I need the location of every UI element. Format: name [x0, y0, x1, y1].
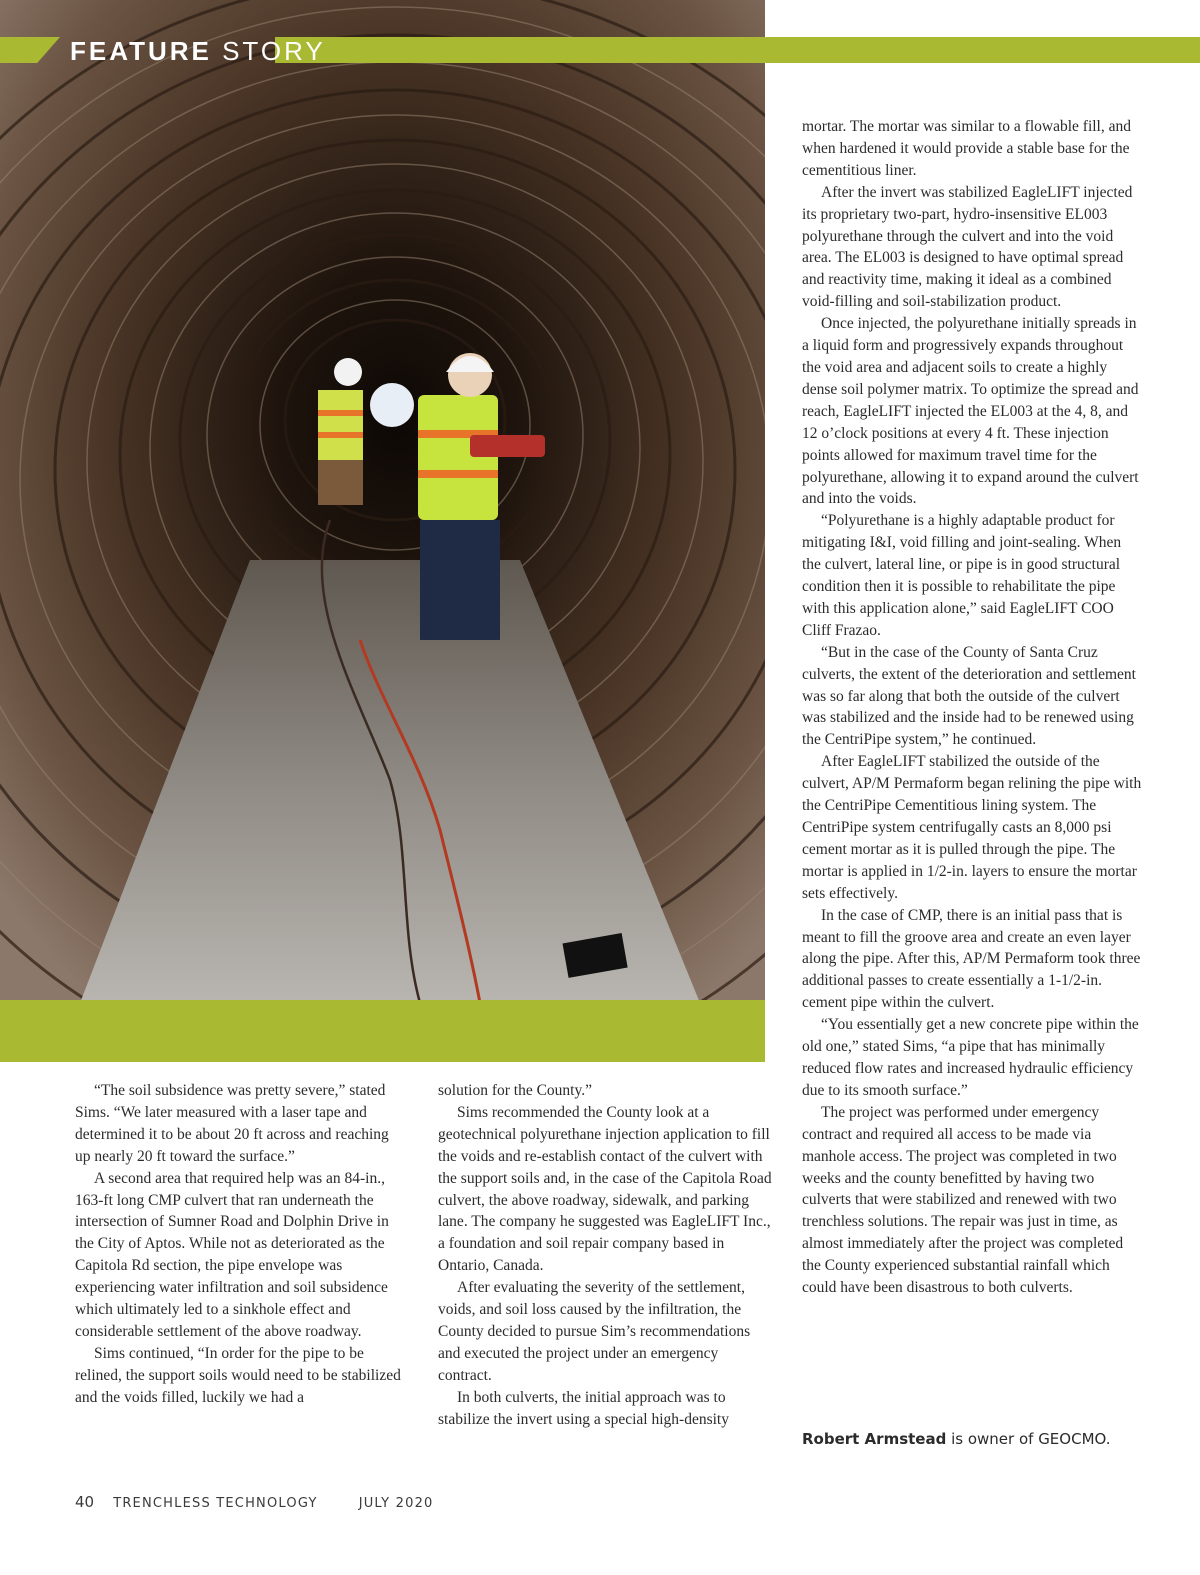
paragraph: “But in the case of the County of Santa Cruz culverts, the extent of the deterioration and settlement was so far along that both the outside of the culvert was stabilized and the inside had to be renewed using the CentriPipe system,” he continued.	[802, 643, 1136, 749]
section-label	[70, 35, 326, 67]
paragraph: In the case of CMP, there is an initial pass that is meant to fill the groove area and create an even layer along the pipe. After this, AP/M Permaform took three additional passes to create essentially a 1-1/2-in. cement pipe within the culvert.	[802, 906, 1141, 1012]
page-number: 40	[75, 1493, 95, 1511]
author-bio-text: is owner of GEOCMO.	[946, 1430, 1111, 1448]
paragraph: Sims recommended the County look at a geotechnical polyurethane injection application to fill the voids and re-establish contact of the culvert with the support soils and, in the case of the Capitola Road culvert, the above roadway, sidewalk, and parking lane. The company he suggested was EagleLIFT Inc., a foundation and soil repair company based in Ontario, Canada.	[438, 1103, 772, 1275]
paragraph: A second area that required help was an 84-in., 163-ft long CMP culvert that ran underneath the intersection of Sumner Road and Dolphin Drive in the City of Aptos. While not as deteriorated as the Capitola Rd section, the pipe envelope was experiencing water infiltration and soil subsidence which ultimately led to a sinkhole effect and considerable settlement of the above roadway.	[75, 1169, 389, 1340]
paragraph: “You essentially get a new concrete pipe within the old one,” stated Sims, “a pipe that has minimally reduced flow rates and increased hydraulic efficiency due to its smooth surface.”	[802, 1016, 1139, 1099]
author-bio	[802, 1430, 1182, 1448]
paragraph: Once injected, the polyurethane initially spreads in a liquid form and progressively expands throughout the void area and adjacent soils to create a highly dense soil polymer matrix. To optimize the spread and reach, EagleLIFT injected the EL003 at the 4, 8, and 12 o’clock positions at every 4 ft. These injection points allowed for maximum travel time for the polyurethane, allowing it to expand around the culvert and into the voids.	[802, 315, 1139, 508]
paragraph: “Polyurethane is a highly adaptable product for mitigating I&I, void filling and joint-sealing. When the culvert, lateral line, or pipe is in good structural condition then it is possible to rehabilitate the pipe with this application alone,” said EagleLIFT COO Cliff Frazao.	[802, 512, 1122, 639]
culvert-photo	[0, 0, 765, 1003]
caption-band	[0, 1000, 765, 1062]
page-footer	[75, 1492, 434, 1511]
paragraph: After EagleLIFT stabilized the outside of the culvert, AP/M Permaform began relining the pipe with the CentriPipe Cementitious lining system. The CentriPipe system centrifugally casts an 8,000 psi cement mortar as it is pulled through the pipe. The mortar is applied in 1/2-in. layers to ensure the mortar sets effectively.	[802, 753, 1142, 902]
paragraph: In both culverts, the initial approach was to stabilize the invert using a special high-density	[438, 1388, 729, 1428]
article-column-3	[802, 116, 1142, 1299]
section-label-light: STORY	[222, 36, 326, 66]
paragraph: Sims continued, “In order for the pipe to be relined, the support soils would need to be stabilized and the voids filled, luckily we had a	[75, 1344, 401, 1406]
article-column-1	[75, 1080, 405, 1409]
magazine-name: TRENCHLESS TECHNOLOGY	[113, 1496, 318, 1511]
paragraph: After evaluating the severity of the settlement, voids, and soil loss caused by the infiltration, the County decided to pursue Sim’s recommendations and executed the project under an emergency contract.	[438, 1279, 751, 1384]
culvert-workers-photo-icon	[0, 0, 765, 1003]
paragraph: mortar. The mortar was similar to a flowable fill, and when hardened it would provide a stable base for the cementitious liner.	[802, 118, 1131, 179]
paragraph: “The soil subsidence was pretty severe,” stated Sims. “We later measured with a laser tape and determined it to be about 20 ft across and reaching up nearly 20 ft toward the surface.”	[75, 1082, 389, 1165]
issue-date: JULY 2020	[358, 1496, 434, 1511]
paragraph: The project was performed under emergency contract and required all access to be made via manhole access. The project was completed in two weeks and the county benefitted by having two culverts that were stabilized and renewed with two trenchless solutions. The repair was just in time, as almost immediately after the project was completed the County experienced substantial rainfall which could have been disastrous to both culverts.	[802, 1103, 1124, 1297]
author-name: Robert Armstead	[802, 1430, 947, 1448]
article-column-2	[438, 1080, 773, 1431]
header-accent-bar	[275, 37, 1200, 63]
section-label-bold: FEATURE	[70, 36, 212, 66]
paragraph: solution for the County.”	[438, 1082, 592, 1099]
paragraph: After the invert was stabilized EagleLIFT injected its proprietary two-part, hydro-insensitive EL003 polyurethane through the culvert and into the void area. The EL003 is designed to have optimal spread and reactivity time, making it ideal as a combined void-filling and soil-stabilization product.	[802, 183, 1133, 311]
